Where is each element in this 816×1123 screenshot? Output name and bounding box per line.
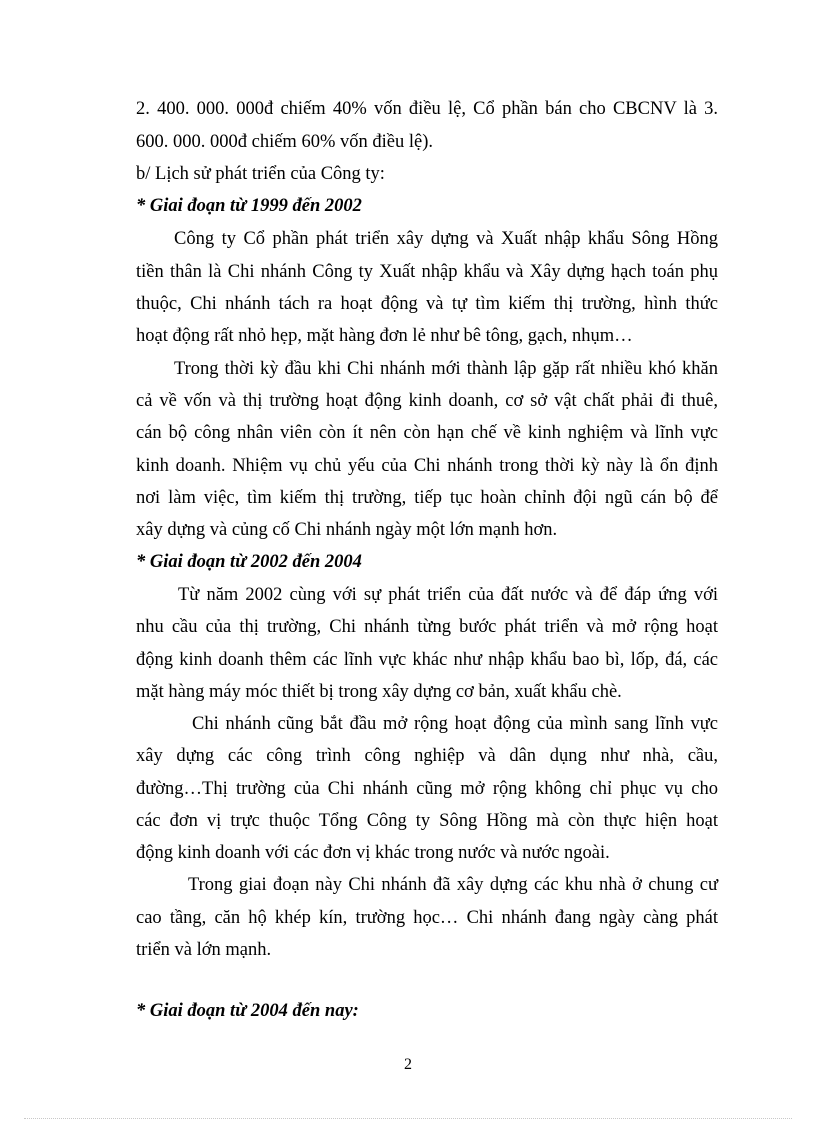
paragraph-line: Chi nhánh cũng bắt đầu mở rộng hoạt động của mình sang lĩnh vực [192, 714, 718, 734]
history-subheading: b/ Lịch sử phát triển của Công ty: [136, 164, 385, 184]
paragraph-line: động kinh doanh thêm các lĩnh vực khác như nhập khẩu bao bì, lốp, đá, các [136, 650, 718, 670]
paragraph-line: thuộc, Chi nhánh tách ra hoạt động và tự tìm kiếm thị trường, hình thức [136, 294, 718, 314]
section-heading-2004-now: * Giai đoạn từ 2004 đến nay: [136, 1001, 359, 1021]
paragraph-line: kinh doanh. Nhiệm vụ chủ yếu của Chi nhánh trong thời kỳ này là ổn định [136, 456, 718, 476]
paragraph-line: Trong giai đoạn này Chi nhánh đã xây dựng các khu nhà ở chung cư [188, 875, 718, 895]
paragraph-line: mặt hàng máy móc thiết bị trong xây dựng cơ bản, xuất khẩu chè. [136, 682, 622, 702]
paragraph-line: nhu cầu của thị trường, Chi nhánh từng bước phát triển và mở rộng hoạt [136, 617, 718, 637]
paragraph-line: xây dựng và củng cố Chi nhánh ngày một lớn mạnh hơn. [136, 520, 558, 540]
paragraph-line: hoạt động rất nhỏ hẹp, mặt hàng đơn lẻ như bê tông, gạch, nhụm… [136, 326, 633, 346]
intro-line-1: 2. 400. 000. 000đ chiếm 40% vốn điều lệ, Cổ phần bán cho CBCNV là 3. [136, 99, 718, 119]
paragraph-line: nơi làm việc, tìm kiếm thị trường, tiếp tục hoàn chỉnh đội ngũ cán bộ để [136, 488, 718, 508]
footer-divider [24, 1118, 792, 1119]
paragraph-line: cả về vốn và thị trường hoạt động kinh doanh, cơ sở vật chất phải đi thuê, [136, 391, 718, 411]
paragraph-line: cao tầng, căn hộ khép kín, trường học… Chi nhánh đang ngày càng phát [136, 908, 718, 928]
paragraph-line: Trong thời kỳ đầu khi Chi nhánh mới thành lập gặp rất nhiều khó khăn [174, 359, 718, 379]
paragraph-line: đường…Thị trường của Chi nhánh cũng mở rộng không chỉ phục vụ cho [136, 779, 718, 799]
paragraph-line: Từ năm 2002 cùng với sự phát triển của đất nước và để đáp ứng với [178, 585, 718, 605]
paragraph-line: xây dựng các công trình công nghiệp và dân dụng như nhà, cầu, [136, 746, 718, 766]
paragraph-line: Công ty Cổ phần phát triển xây dựng và Xuất nhập khẩu Sông Hồng [174, 229, 718, 249]
section-heading-1999-2002: * Giai đoạn từ 1999 đến 2002 [136, 196, 362, 216]
page-number: 2 [404, 1056, 412, 1073]
paragraph-line: động kinh doanh với các đơn vị khác trong nước và nước ngoài. [136, 843, 610, 863]
intro-line-2: 600. 000. 000đ chiếm 60% vốn điều lệ). [136, 132, 433, 152]
section-heading-2002-2004: * Giai đoạn từ 2002 đến 2004 [136, 552, 362, 572]
paragraph-line: các đơn vị trực thuộc Tổng Công ty Sông Hồng mà còn thực hiện hoạt [136, 811, 718, 831]
paragraph-line: cán bộ công nhân viên còn ít nên còn hạn chế về kinh nghiệm và lĩnh vực [136, 423, 718, 443]
paragraph-line: tiền thân là Chi nhánh Công ty Xuất nhập khẩu và Xây dựng hạch toán phụ [136, 262, 718, 282]
paragraph-line: triển và lớn mạnh. [136, 940, 272, 960]
